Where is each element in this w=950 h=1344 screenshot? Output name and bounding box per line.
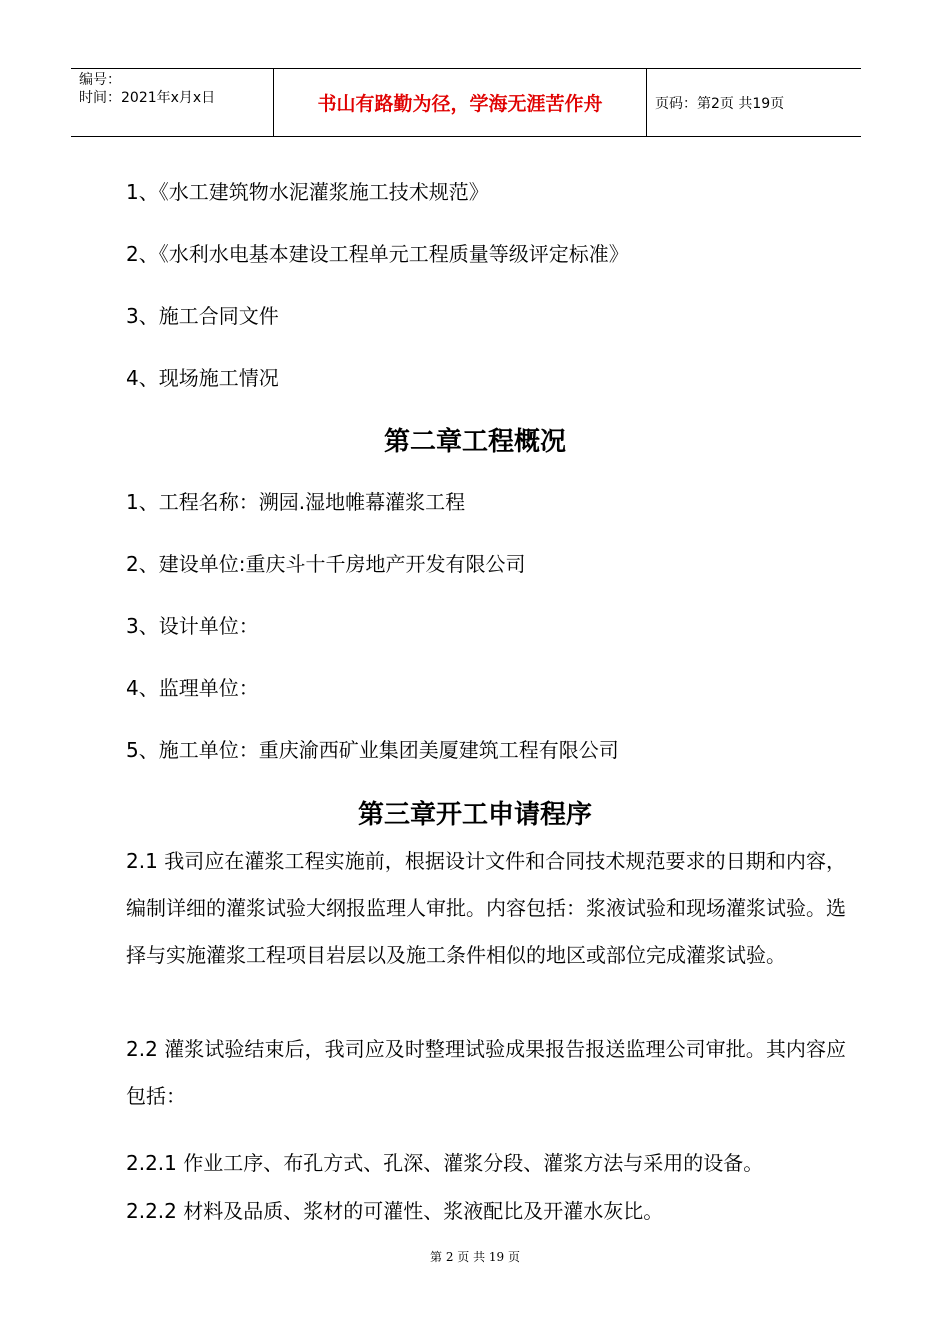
basis-item-1: 1、《水工建筑物水泥灌浆施工技术规范》: [126, 180, 489, 204]
chapter3-para-2-1: 2.1 我司应在灌浆工程实施前，根据设计文件和合同技术规范要求的日期和内容，编制详细的灌浆试验大纲报监理人审批。内容包括：浆液试验和现场灌浆试验。选择与实施灌浆工程项目岩层以及施工条件相似的地区或部位完成灌浆试验。: [126, 849, 846, 967]
chapter3-para-2-2: 2.2 灌浆试验结束后，我司应及时整理试验成果报告报送监理公司审批。其内容应包括：: [126, 1037, 846, 1108]
basis-item-3: 3、施工合同文件: [126, 304, 279, 328]
chapter3-para-2-2-2: 2.2.2 材料及品质、浆材的可灌性、浆液配比及开灌水灰比。: [126, 1199, 664, 1223]
chapter2-item-1: 1、工程名称：溯园.湿地帷幕灌浆工程: [126, 490, 466, 514]
chapter2-item-3: 3、设计单位：: [126, 614, 259, 638]
chapter2-title: 第二章工程概况: [383, 427, 566, 457]
basis-item-2: 2、《水利水电基本建设工程单元工程质量等级评定标准》: [126, 242, 629, 266]
basis-item-4: 4、现场施工情况: [126, 366, 279, 390]
chapter2-item-2: 2、建设单位:重庆斗十千房地产开发有限公司: [126, 552, 526, 576]
header-meta: [71, 69, 273, 136]
chapter2-item-4: 4、监理单位：: [126, 676, 259, 700]
chapter2-item-5: 5、施工单位：重庆渝西矿业集团美厦建筑工程有限公司: [126, 738, 619, 762]
header-number-label: 编号：: [79, 72, 121, 88]
header-motto: 书山有路勤为径，学海无涯苦作舟: [273, 69, 647, 136]
chapter3-para-2-2-1: 2.2.1 作业工序、布孔方式、孔深、灌浆分段、灌浆方法与采用的设备。: [126, 1151, 764, 1175]
header-time-label: 时间：2021年x月x日: [79, 90, 216, 106]
chapter3-title: 第三章开工申请程序: [357, 800, 592, 830]
header-page-info: 页码：第2页 共19页: [655, 95, 785, 112]
page-footer: 第 2 页 共 19 页: [430, 1250, 520, 1264]
page-header: [71, 68, 861, 137]
